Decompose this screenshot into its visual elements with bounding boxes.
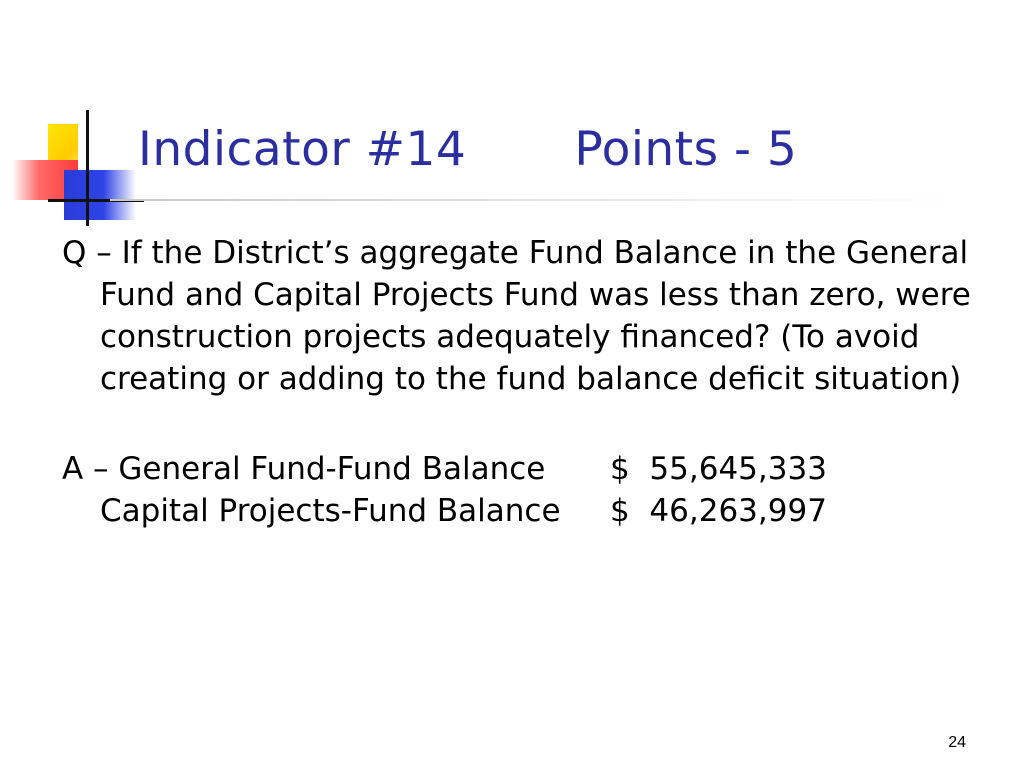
vertical-line <box>86 110 89 226</box>
title-rule <box>110 199 970 201</box>
answer-amount: $ 46,263,997 <box>610 493 827 529</box>
answer-label: A – General Fund-Fund Balance <box>62 451 546 487</box>
answer-row-general-fund <box>62 448 982 490</box>
answer-row-capital-projects <box>62 490 982 532</box>
slide-title: Indicator #14 Points - 5 <box>138 122 798 177</box>
blue-square <box>64 170 136 220</box>
slide-body <box>62 232 982 532</box>
answer-label: Capital Projects-Fund Balance <box>100 493 561 529</box>
page-number: 24 <box>948 734 966 751</box>
decorative-squares-logo <box>0 0 150 240</box>
answer-amount: $ 55,645,333 <box>610 451 827 487</box>
question-text: Q – If the District’s aggregate Fund Balance in the General Fund and Capital Projects Fund was less than zero, were construction projects adequately financed? (To avoid creating or adding to the fund balance deficit situation) <box>62 235 971 397</box>
